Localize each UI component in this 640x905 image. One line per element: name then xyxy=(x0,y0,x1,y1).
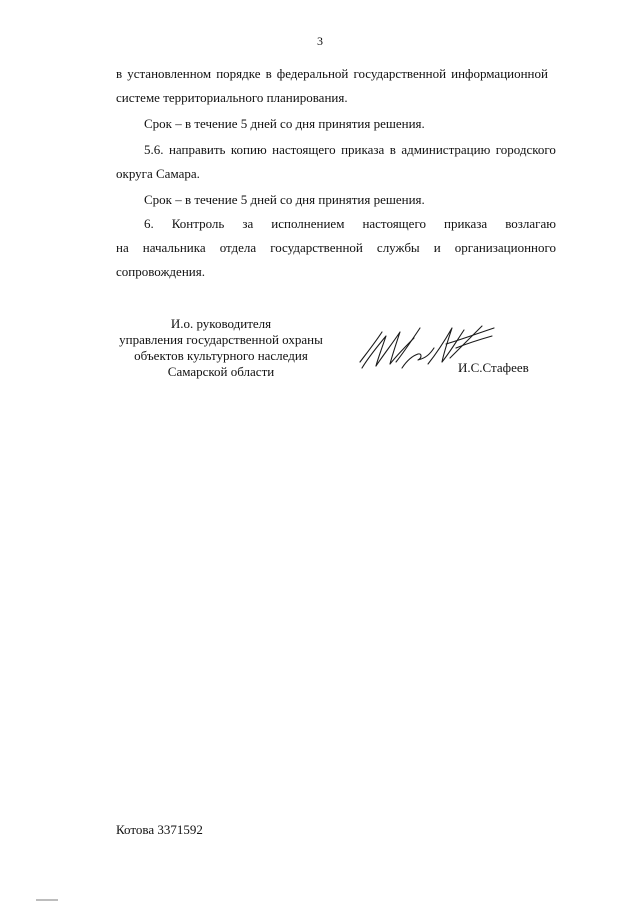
word: государственной xyxy=(270,240,363,255)
word: в xyxy=(116,66,123,81)
executor-reference: Котова 3371592 xyxy=(116,822,203,837)
word: и xyxy=(433,240,441,255)
paragraph-6-line-1 xyxy=(144,216,556,232)
page-number: 3 xyxy=(317,34,323,48)
signatory-position-line: управления государственной охраны xyxy=(119,332,323,347)
paragraph-deadline-1: Срок – в течение 5 дней со дня принятия решения. xyxy=(144,116,425,131)
word: на xyxy=(116,240,129,255)
word: информационной xyxy=(451,66,548,81)
paragraph-deadline-2: Срок – в течение 5 дней со дня принятия решения. xyxy=(144,192,425,207)
word: государственной xyxy=(353,66,447,81)
paragraph-5-6-line-1 xyxy=(144,142,556,158)
word: в xyxy=(389,142,396,157)
word: службы xyxy=(376,240,420,255)
signer-name: И.С.Стафеев xyxy=(458,360,529,375)
word: приказа xyxy=(341,142,385,157)
paragraph-6-line-3: сопровождения. xyxy=(116,264,205,279)
word: исполнением xyxy=(271,216,345,231)
signatory-position-line: Самарской области xyxy=(167,364,275,379)
signatory-position xyxy=(110,316,332,380)
word: направить xyxy=(168,142,226,157)
word: организационного xyxy=(454,240,556,255)
word: 6. xyxy=(144,216,154,231)
word: городского xyxy=(495,142,556,157)
word: настоящего xyxy=(272,142,336,157)
paragraph-1-line-2: системе территориального планирования. xyxy=(116,90,348,105)
word: за xyxy=(242,216,254,231)
word: администрацию xyxy=(401,142,491,157)
scan-mark xyxy=(36,899,58,901)
word: порядке xyxy=(216,66,261,81)
paragraph-1-line-1 xyxy=(116,66,548,82)
word: федеральной xyxy=(276,66,349,81)
signatory-position-line: объектов культурного наследия xyxy=(134,348,308,363)
word: Контроль xyxy=(171,216,225,231)
word: настоящего xyxy=(362,216,426,231)
word: начальника xyxy=(142,240,206,255)
signatory-position-line: И.о. руководителя xyxy=(170,316,272,331)
word: возлагаю xyxy=(505,216,556,231)
word: установленном xyxy=(127,66,212,81)
paragraph-5-6-line-2: округа Самара. xyxy=(116,166,200,181)
word: в xyxy=(265,66,272,81)
word: отдела xyxy=(219,240,257,255)
paragraph-6-line-2 xyxy=(116,240,556,256)
word: копию xyxy=(230,142,267,157)
word: 5.6. xyxy=(144,142,164,157)
word: приказа xyxy=(443,216,488,231)
